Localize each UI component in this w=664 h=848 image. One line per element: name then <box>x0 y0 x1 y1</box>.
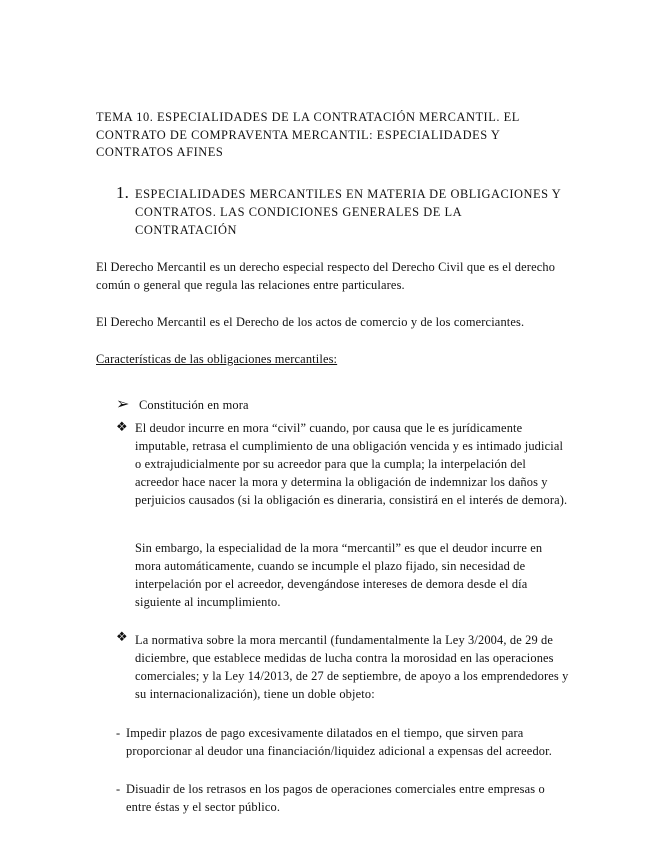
document-title: TEMA 10. ESPECIALIDADES DE LA CONTRATACIÓN MERCANTIL. EL CONTRATO DE COMPRAVENTA MERCANTIL: ESPECIALIDADES Y CONTRATOS AFINES <box>96 110 520 159</box>
section-title: ESPECIALIDADES MERCANTILES EN MATERIA DE OBLIGACIONES Y CONTRATOS. LAS CONDICIONES GENERALES DE LA CONTRATACIÓN <box>135 187 561 237</box>
characteristics-heading: Características de las obligaciones mercantiles: <box>96 352 338 366</box>
dash-marker: - <box>116 782 121 796</box>
paragraph-derecho-actos: El Derecho Mercantil es el Derecho de los actos de comercio y de los comerciantes. <box>96 315 525 329</box>
bullet-normativa: La normativa sobre la mora mercantil (fundamentalmente la Ley 3/2004, de 29 de diciembre, que establece medidas de lucha contra la morosidad en las operaciones comerciales; y la Ley 14/2013, de 27 de septiembre, de apoyo a los emprendedores y su internacionalización), tiene un doble objeto: <box>135 633 569 701</box>
dash-marker: - <box>116 726 121 740</box>
paragraph-derecho-especial: El Derecho Mercantil es un derecho especial respecto del Derecho Civil que es el derecho común o general que regula las relaciones entre particulares. <box>96 260 556 292</box>
four-diamond-bullet-icon: ❖ <box>116 630 128 645</box>
list-item: Impedir plazos de pago excesivamente dilatados en el tiempo, que sirven para proporcionar al deudor una financiación/liquidez adicional a expensas del acreedor. <box>126 726 552 758</box>
section-number: 1. <box>116 183 130 202</box>
four-diamond-bullet-icon: ❖ <box>116 420 128 435</box>
list-item: Disuadir de los retrasos en los pagos de operaciones comerciales entre empresas o entre éstas y el sector público. <box>126 782 545 814</box>
subheading-constitucion-mora: Constitución en mora <box>139 398 249 412</box>
bullet-mora-civil: El deudor incurre en mora “civil” cuando, por causa que le es jurídicamente imputable, retrasa el cumplimiento de una obligación vencida y es intimado judicial o extrajudicialmente por su acreedor para que la cumpla; la interpelación del acreedor hace nacer la mora y determina la obligación de indemnizar los daños y perjuicios causados (si la obligación es dineraria, consistirá en el interés de demora). <box>135 421 568 507</box>
bullet-mora-mercantil: Sin embargo, la especialidad de la mora “mercantil” es que el deudor incurre en mora automáticamente, cuando se incumple el plazo fijado, sin necesidad de interpelación por el acreedor, devengándose intereses de demora desde el día siguiente al incumplimiento. <box>135 541 543 609</box>
arrow-bullet-icon: ➢ <box>116 394 130 413</box>
